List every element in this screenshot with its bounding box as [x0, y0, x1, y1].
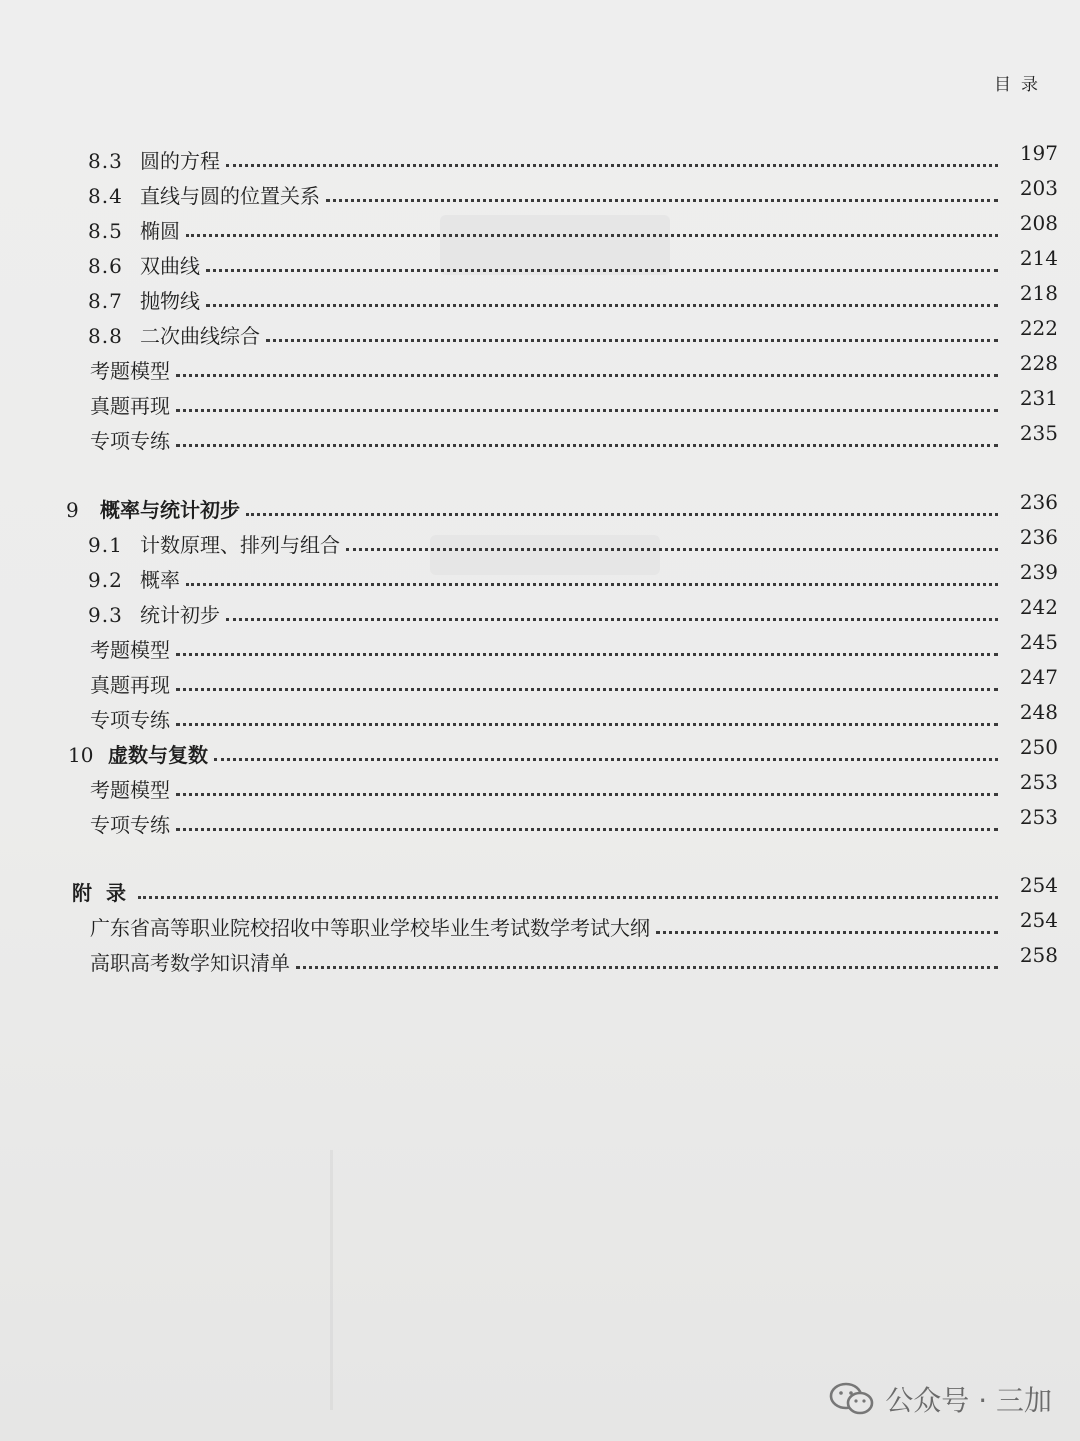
dot-leader: [186, 234, 998, 237]
toc-entry[interactable]: [0, 210, 1080, 244]
dot-leader: [226, 164, 998, 167]
toc-entry-page: 231: [1019, 386, 1058, 410]
toc-entry-title: 双曲线: [140, 254, 200, 278]
dot-leader: [176, 444, 998, 447]
toc-entry-title: 圆的方程: [140, 149, 220, 173]
toc-entry-title: 计数原理、排列与组合: [140, 533, 340, 557]
toc-entry-title: 专项专练: [90, 429, 170, 453]
toc-entry-page: 247: [1019, 665, 1058, 689]
toc-entry[interactable]: [0, 245, 1080, 279]
dot-leader: [226, 618, 998, 621]
toc-entry-page: 254: [1019, 873, 1058, 897]
toc-entry-page: 236: [1019, 490, 1058, 514]
toc-entry-page: 208: [1019, 211, 1058, 235]
dot-leader: [214, 758, 998, 761]
dot-leader: [176, 793, 998, 796]
dot-leader: [176, 409, 998, 412]
toc-entry[interactable]: [0, 664, 1080, 698]
toc-entry-title: 直线与圆的位置关系: [140, 184, 320, 208]
toc-entry[interactable]: [0, 594, 1080, 628]
toc-appendix[interactable]: [0, 872, 1080, 906]
toc-entry-title: 真题再现: [90, 673, 170, 697]
toc-entry-number: 8.6: [88, 254, 123, 278]
toc-entry-page: 253: [1019, 805, 1058, 829]
dot-leader: [346, 548, 998, 551]
toc-entry[interactable]: [0, 804, 1080, 838]
toc-entry[interactable]: [0, 699, 1080, 733]
watermark-text: 公众号 · 三加: [885, 1384, 1052, 1417]
toc-entry[interactable]: [0, 350, 1080, 384]
toc-entry-title: 考题模型: [90, 359, 170, 383]
dot-leader: [138, 896, 998, 899]
toc-entry-title: 椭圆: [140, 219, 180, 243]
toc-entry-page: 254: [1019, 908, 1058, 932]
dot-leader: [246, 513, 998, 516]
toc-entry-page: 248: [1019, 700, 1058, 724]
toc-entry[interactable]: [0, 559, 1080, 593]
toc-entry[interactable]: [0, 524, 1080, 558]
toc-entry-title: 专项专练: [90, 813, 170, 837]
dot-leader: [656, 931, 998, 934]
toc-entry[interactable]: [0, 769, 1080, 803]
dot-leader: [176, 828, 998, 831]
toc-chapter-title: 虚数与复数: [108, 743, 208, 767]
toc-entry-number: 8.3: [88, 149, 123, 173]
wechat-icon: [829, 1382, 875, 1416]
toc-entry-page: 239: [1019, 560, 1058, 584]
toc-entry-page: 236: [1019, 525, 1058, 549]
toc-entry[interactable]: [0, 907, 1080, 941]
toc-chapter-number: 9: [66, 498, 79, 522]
toc-entry-number: 8.4: [88, 184, 123, 208]
dot-leader: [176, 374, 998, 377]
toc-entry-page: 245: [1019, 630, 1058, 654]
toc-entry-page: 250: [1019, 735, 1058, 759]
toc-entry-number: 9.1: [88, 533, 123, 557]
toc-entry-title: 广东省高等职业院校招收中等职业学校毕业生考试数学考试大纲: [90, 916, 650, 940]
toc-entry-page: 258: [1019, 943, 1058, 967]
toc-entry-page: 242: [1019, 595, 1058, 619]
toc-entry[interactable]: [0, 315, 1080, 349]
page-header-title: 目录: [994, 75, 1048, 95]
toc-entry[interactable]: [0, 280, 1080, 314]
toc-entry-number: 8.5: [88, 219, 123, 243]
toc-entry-title: 抛物线: [140, 289, 200, 313]
toc-entry-title: 统计初步: [140, 603, 220, 627]
toc-entry[interactable]: [0, 420, 1080, 454]
toc-entry-page: 214: [1019, 246, 1058, 270]
toc-entry-title: 真题再现: [90, 394, 170, 418]
toc-entry-page: 235: [1019, 421, 1058, 445]
dot-leader: [266, 339, 998, 342]
watermark: [829, 1379, 1052, 1419]
toc-entry-page: 228: [1019, 351, 1058, 375]
toc-entry[interactable]: [0, 629, 1080, 663]
toc-entry-number: 9.2: [88, 568, 123, 592]
toc-chapter[interactable]: [0, 489, 1080, 523]
toc-entry-page: 203: [1019, 176, 1058, 200]
toc-entry-page: 222: [1019, 316, 1058, 340]
toc-entry-title: 高职高考数学知识清单: [90, 951, 290, 975]
toc-chapter-number: 10: [68, 743, 94, 767]
toc-entry[interactable]: [0, 140, 1080, 174]
toc-entry-number: 9.3: [88, 603, 123, 627]
dot-leader: [176, 688, 998, 691]
toc-entry-title: 考题模型: [90, 638, 170, 662]
dot-leader: [206, 304, 998, 307]
dot-leader: [296, 966, 998, 969]
toc-appendix-title: 附录: [72, 881, 140, 905]
toc-entry[interactable]: [0, 175, 1080, 209]
dot-leader: [176, 653, 998, 656]
toc-entry-number: 8.7: [88, 289, 123, 313]
toc-entry-title: 概率: [140, 568, 180, 592]
dot-leader: [186, 583, 998, 586]
toc-chapter-title: 概率与统计初步: [100, 498, 240, 522]
toc-entry-title: 考题模型: [90, 778, 170, 802]
toc-chapter[interactable]: [0, 734, 1080, 768]
toc-entry-page: 218: [1019, 281, 1058, 305]
toc-entry-title: 专项专练: [90, 708, 170, 732]
dot-leader: [206, 269, 998, 272]
toc-entry[interactable]: [0, 942, 1080, 976]
toc-entry-page: 197: [1019, 141, 1058, 165]
toc-entry-title: 二次曲线综合: [140, 324, 260, 348]
dot-leader: [176, 723, 998, 726]
dot-leader: [326, 199, 998, 202]
toc-entry-page: 253: [1019, 770, 1058, 794]
toc-entry-number: 8.8: [88, 324, 123, 348]
toc-entry[interactable]: [0, 385, 1080, 419]
